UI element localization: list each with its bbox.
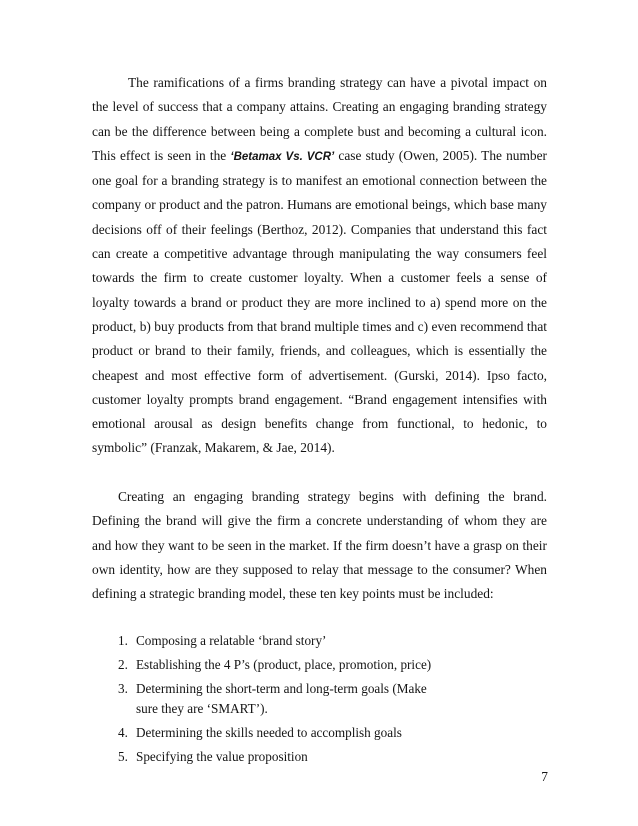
- list-item: [92, 679, 547, 720]
- body-text: [92, 71, 547, 771]
- list-item-number: 4.: [118, 725, 128, 741]
- paragraph-defining-brand: Creating an engaging branding strategy begins with defining the brand. Defining the brand will give the firm a concrete understanding of whom they are and how they want to be seen in the market. If the firm doesn’t have a grasp on their own identity, how are they supposed to relay that message to the consumer? When defining a strategic branding model, these ten key points must be included:: [92, 489, 547, 602]
- list-item-number: 2.: [118, 656, 128, 672]
- paragraph-branding-impact: [92, 71, 547, 461]
- list-item-number: 3.: [118, 680, 128, 696]
- list-item: [92, 723, 547, 744]
- list-item-text: Determining the short-term and long-term goals (Make sure they are ‘SMART’).: [136, 680, 427, 717]
- list-item: [92, 747, 547, 768]
- list-item-text: Composing a relatable ‘brand story’: [136, 632, 327, 648]
- page-number: 7: [541, 769, 548, 784]
- list-item-text: Establishing the 4 P’s (product, place, promotion, price): [136, 656, 432, 672]
- case-study-title: ‘Betamax Vs. VCR’: [230, 150, 335, 163]
- list-item-number: 1.: [118, 632, 128, 648]
- key-points-list: [92, 631, 547, 768]
- list-item-text: Determining the skills needed to accomplish goals: [136, 725, 402, 741]
- list-item-number: 5.: [118, 749, 128, 765]
- paragraph-1-intro: The ramifications of a firms branding strategy can have a pivotal impact on the level of success that a company attains. Creating an engaging branding strategy can be the difference between being a complete bust and becoming a cultural icon. This effect is seen in the: [92, 75, 547, 163]
- paragraph-1-rest: case study (Owen, 2005). The number one goal for a branding strategy is to manifest an emotional connection between the company or product and the patron. Humans are emotional beings, which base many decisions off of their feelings (Berthoz, 2012). Companies that understand this fact can create a competitive advantage through manipulating the way consumers feel towards the firm to create customer loyalty. When a customer feels a sense of loyalty towards a brand or product they are more inclined to a) spend more on the product, b) buy products from that brand multiple times and c) even recommend that product or brand to their family, friends, and colleagues, which is essentially the cheapest and most effective form of advertisement. (Gurski, 2014). Ipso facto, customer loyalty prompts brand engagement. “Brand engagement intensifies with emotional arousal as design benefits change from functional, to hedonic, to symbolic” (Franzak, Makarem, & Jae, 2014).: [92, 147, 548, 456]
- list-item: [92, 631, 547, 652]
- list-item-text: Specifying the value proposition: [136, 749, 308, 765]
- list-item: [92, 655, 547, 676]
